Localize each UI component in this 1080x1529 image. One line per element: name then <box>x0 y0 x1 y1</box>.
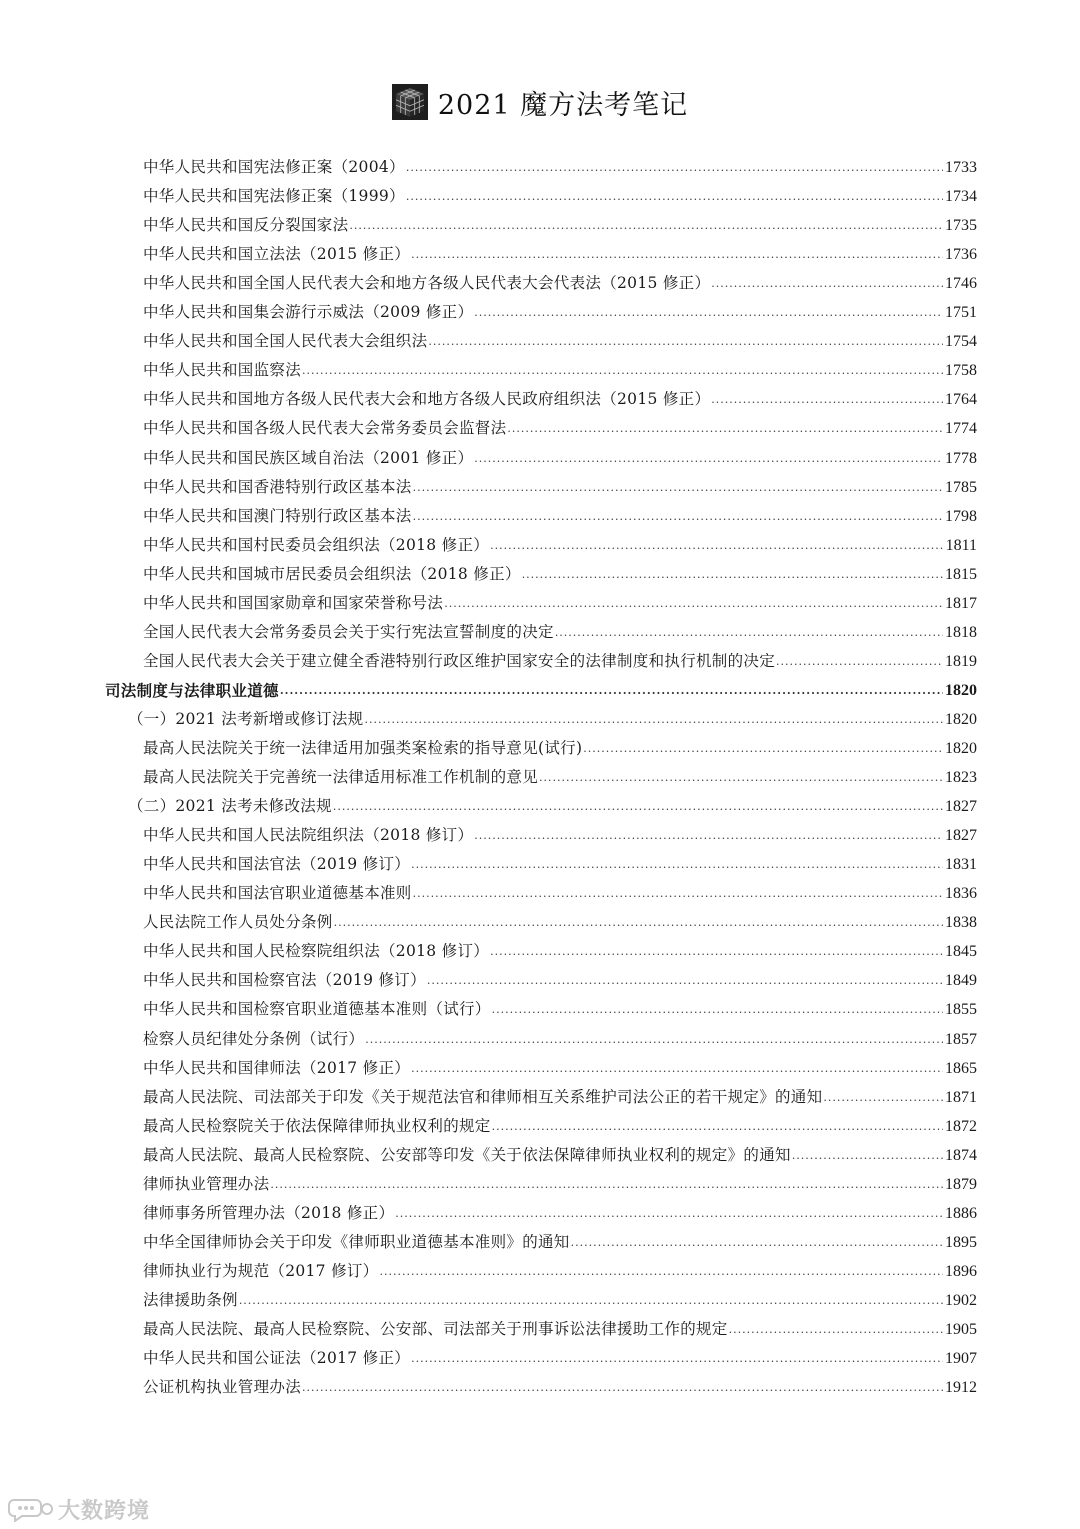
toc-dot-leader <box>728 1315 943 1344</box>
toc-entry[interactable] <box>143 298 977 327</box>
toc-dot-leader <box>710 269 943 298</box>
toc-entry-title: 中华全国律师协会关于印发《律师职业道德基本准则》的通知 <box>143 1232 570 1251</box>
toc-entry-title: 中华人民共和国民族区域自治法（2001 修正） <box>143 448 474 467</box>
toc-entry[interactable] <box>143 531 977 560</box>
toc-entry-title: 中华人民共和国宪法修正案（2004） <box>143 158 405 176</box>
toc-entry-title: 中华人民共和国法官职业道德基本准则 <box>143 884 412 903</box>
toc-entry-title: 公证机构执业管理办法 <box>143 1378 302 1397</box>
toc-dot-leader <box>405 153 943 182</box>
toc-entry-page-number: 1836 <box>945 885 977 903</box>
toc-dot-leader <box>410 1054 943 1083</box>
toc-entry-page-number: 1764 <box>945 391 977 409</box>
toc-entry-title: 最高人民法院、最高人民检察院、公安部等印发《关于依法保障律师执业权利的规定》的通知 <box>143 1145 791 1164</box>
toc-dot-leader <box>348 211 943 240</box>
toc-entry-title: 中华人民共和国监察法 <box>143 361 302 380</box>
toc-entry-page-number: 1845 <box>945 943 977 961</box>
toc-entry[interactable] <box>143 1054 977 1083</box>
toc-entry-page-number: 1820 <box>945 710 977 728</box>
rubiks-cube-logo-icon <box>392 84 428 120</box>
toc-entry-page-number: 1735 <box>945 217 977 235</box>
toc-dot-leader <box>521 560 943 589</box>
toc-entry-page-number: 1895 <box>945 1233 977 1251</box>
toc-entry[interactable] <box>143 385 977 414</box>
toc-entry[interactable] <box>143 589 977 618</box>
toc-entry-page-number: 1874 <box>945 1146 977 1164</box>
toc-entry-page-number: 1798 <box>945 507 977 525</box>
toc-entry-page-number: 1855 <box>945 1001 977 1019</box>
toc-entry[interactable] <box>143 211 977 240</box>
toc-dot-leader <box>412 502 943 531</box>
toc-entry[interactable] <box>143 1373 977 1402</box>
toc-dot-leader <box>427 327 943 356</box>
toc-entry[interactable] <box>143 763 977 792</box>
toc-dot-leader <box>410 850 943 879</box>
toc-entry-page-number: 1820 <box>945 681 977 699</box>
toc-dot-leader <box>332 792 943 821</box>
toc-entry[interactable] <box>143 1286 977 1315</box>
toc-entry-title: 律师事务所管理办法（2018 修正） <box>143 1203 395 1222</box>
toc-entry[interactable] <box>143 937 977 966</box>
toc-entry-title: 中华人民共和国人民检察院组织法（2018 修订） <box>143 942 490 961</box>
toc-entry[interactable] <box>143 821 977 850</box>
toc-entry-page-number: 1754 <box>945 333 977 351</box>
toc-entry-title: 人民法院工作人员处分条例 <box>143 913 333 932</box>
toc-entry[interactable] <box>143 647 977 676</box>
toc-entry[interactable] <box>143 1199 977 1228</box>
toc-dot-leader <box>489 937 943 966</box>
toc-entry-page-number: 1818 <box>945 623 977 641</box>
toc-entry[interactable] <box>143 560 977 589</box>
toc-entry-page-number: 1912 <box>945 1379 977 1397</box>
toc-entry[interactable] <box>143 502 977 531</box>
toc-dot-leader <box>554 618 943 647</box>
toc-entry-page-number: 1817 <box>945 594 977 612</box>
toc-entry-page-number: 1734 <box>945 188 977 206</box>
toc-entry[interactable] <box>128 705 977 734</box>
toc-entry[interactable] <box>143 1228 977 1257</box>
toc-entry-title: 律师执业管理办法 <box>143 1174 270 1193</box>
toc-entry-title: 中华人民共和国人民法院组织法（2018 修订） <box>143 826 474 845</box>
toc-entry[interactable] <box>143 327 977 356</box>
toc-dot-leader <box>363 705 943 734</box>
toc-dot-leader <box>269 1170 943 1199</box>
toc-entry[interactable] <box>143 995 977 1024</box>
toc-dot-leader <box>301 1373 943 1402</box>
toc-dot-leader <box>473 821 943 850</box>
toc-entry-page-number: 1815 <box>945 565 977 583</box>
toc-entry-page-number: 1857 <box>945 1030 977 1048</box>
toc-dot-leader <box>279 676 943 705</box>
toc-entry-page-number: 1886 <box>945 1204 977 1222</box>
toc-entry-page-number: 1849 <box>945 972 977 990</box>
toc-entry-page-number: 1733 <box>945 159 977 176</box>
toc-entry-title: 中华人民共和国检察官法（2019 修订） <box>143 971 426 990</box>
toc-entry-page-number: 1827 <box>945 798 977 816</box>
toc-entry-page-number: 1736 <box>945 246 977 264</box>
toc-entry-page-number: 1896 <box>945 1262 977 1280</box>
toc-entry[interactable] <box>143 1170 977 1199</box>
toc-entry[interactable] <box>105 676 977 705</box>
toc-entry[interactable] <box>143 734 977 763</box>
toc-dot-leader <box>301 356 943 385</box>
toc-entry[interactable] <box>143 269 977 298</box>
toc-entry-title: 检察人员纪律处分条例（试行） <box>143 1029 365 1048</box>
toc-entry-page-number: 1865 <box>945 1059 977 1077</box>
toc-entry[interactable] <box>143 240 977 269</box>
toc-dot-leader <box>473 444 943 473</box>
toc-entry-title: 中华人民共和国公证法（2017 修正） <box>143 1349 411 1368</box>
toc-entry-page-number: 1823 <box>945 769 977 787</box>
toc-entry[interactable] <box>143 966 977 995</box>
toc-entry-title: 中华人民共和国集会游行示威法（2009 修正） <box>143 303 474 322</box>
toc-dot-leader <box>238 1286 943 1315</box>
toc-entry-page-number: 1751 <box>945 304 977 322</box>
toc-entry[interactable] <box>143 1315 977 1344</box>
toc-entry-page-number: 1907 <box>945 1350 977 1368</box>
toc-entry-title: 最高人民法院关于统一法律适用加强类案检索的指导意见(试行) <box>143 739 583 757</box>
toc-entry[interactable] <box>143 182 977 211</box>
toc-entry[interactable] <box>128 792 977 821</box>
toc-entry-title: 中华人民共和国全国人民代表大会组织法 <box>143 332 428 351</box>
toc-entry-page-number: 1879 <box>945 1175 977 1193</box>
toc-entry-title: 中华人民共和国反分裂国家法 <box>143 216 349 235</box>
toc-entry[interactable] <box>143 1344 977 1373</box>
toc-entry-page-number: 1871 <box>945 1088 977 1106</box>
toc-entry[interactable] <box>143 444 977 473</box>
toc-entry-title: 中华人民共和国全国人民代表大会和地方各级人民代表大会代表法（2015 修正） <box>143 274 711 293</box>
toc-entry-title: （二）2021 法考未修改法规 <box>128 797 332 816</box>
toc-entry[interactable] <box>143 850 977 879</box>
toc-entry-page-number: 1774 <box>945 420 977 438</box>
toc-entry-title: 中华人民共和国香港特别行政区基本法 <box>143 477 412 496</box>
toc-entry-title: 中华人民共和国地方各级人民代表大会和地方各级人民政府组织法（2015 修正） <box>143 390 711 409</box>
toc-entry-title: 法律援助条例 <box>143 1290 238 1309</box>
toc-entry-title: 中华人民共和国宪法修正案（1999） <box>143 187 405 206</box>
toc-entry-page-number: 1819 <box>945 652 977 670</box>
toc-entry[interactable] <box>143 1025 977 1054</box>
toc-dot-leader <box>443 589 943 618</box>
toc-dot-leader <box>491 1112 943 1141</box>
toc-dot-leader <box>582 734 943 763</box>
toc-entry-title: 最高人民法院、司法部关于印发《关于规范法官和律师相互关系维护司法公正的若干规定》的通知 <box>143 1087 823 1106</box>
toc-dot-leader <box>473 298 943 327</box>
toc-entry-page-number: 1811 <box>945 536 977 554</box>
toc-entry-title: 中华人民共和国城市居民委员会组织法（2018 修正） <box>143 564 521 583</box>
toc-dot-leader <box>412 879 943 908</box>
toc-dot-leader <box>410 240 943 269</box>
document-title: 2021 魔方法考笔记 <box>437 89 689 121</box>
toc-dot-leader <box>410 1344 943 1373</box>
toc-entry[interactable] <box>143 1083 977 1112</box>
toc-entry-page-number: 1827 <box>945 827 977 845</box>
toc-entry-page-number: 1831 <box>945 856 977 874</box>
toc-entry-page-number: 1785 <box>945 478 977 496</box>
toc-dot-leader <box>405 182 943 211</box>
toc-dot-leader <box>775 647 943 676</box>
toc-entry-page-number: 1872 <box>945 1117 977 1135</box>
watermark <box>8 1494 150 1524</box>
toc-entry[interactable] <box>143 356 977 385</box>
toc-entry-title: 全国人民代表大会关于建立健全香港特别行政区维护国家安全的法律制度和执行机制的决定 <box>143 651 776 670</box>
toc-entry-title: 最高人民法院、最高人民检察院、公安部、司法部关于刑事诉讼法律援助工作的规定 <box>143 1320 728 1338</box>
toc-dot-leader <box>491 995 943 1024</box>
toc-dot-leader <box>506 414 943 443</box>
toc-entry-page-number: 1820 <box>945 740 977 757</box>
toc-dot-leader <box>364 1025 943 1054</box>
toc-entry-page-number: 1905 <box>945 1321 977 1338</box>
toc-dot-leader <box>394 1199 943 1228</box>
toc-entry-title: 中华人民共和国法官法（2019 修订） <box>143 855 411 874</box>
toc-entry[interactable] <box>143 153 977 182</box>
toc-entry[interactable] <box>143 473 977 502</box>
page-header <box>0 82 1080 122</box>
toc-entry-title: 最高人民法院关于完善统一法律适用标准工作机制的意见 <box>143 768 539 787</box>
toc-entry-title: 最高人民检察院关于依法保障律师执业权利的规定 <box>143 1116 491 1135</box>
toc-entry[interactable] <box>143 908 977 937</box>
watermark-text: 大数跨境 <box>58 1498 151 1524</box>
toc-dot-leader <box>538 763 943 792</box>
toc-entry-title: 中华人民共和国立法法（2015 修正） <box>143 245 411 264</box>
toc-entry-page-number: 1758 <box>945 362 977 380</box>
toc-entry-title: 中华人民共和国律师法（2017 修正） <box>143 1058 411 1077</box>
toc-entry[interactable] <box>143 1257 977 1286</box>
toc-entry-page-number: 1778 <box>945 449 977 467</box>
toc-entry[interactable] <box>143 1112 977 1141</box>
toc-entry-title: 中华人民共和国村民委员会组织法（2018 修正） <box>143 535 490 554</box>
toc-entry-title: 司法制度与法律职业道德 <box>105 680 279 700</box>
toc-entry-title: 中华人民共和国检察官职业道德基本准则（试行） <box>143 1000 491 1019</box>
toc-dot-leader <box>791 1141 943 1170</box>
toc-entry-page-number: 1838 <box>945 914 977 932</box>
toc-dot-leader <box>378 1257 943 1286</box>
toc-entry-page-number: 1746 <box>945 275 977 293</box>
chat-bubble-icon <box>8 1496 54 1522</box>
toc-dot-leader <box>710 385 943 414</box>
toc-entry-title: 中华人民共和国澳门特别行政区基本法 <box>143 506 412 525</box>
toc-entry-title: 中华人民共和国各级人民代表大会常务委员会监督法 <box>143 419 507 438</box>
toc-entry-page-number: 1902 <box>945 1291 977 1309</box>
toc-entry-title: （一）2021 法考新增或修订法规 <box>128 709 364 728</box>
toc-dot-leader <box>489 531 944 560</box>
toc-entry-title: 律师执业行为规范（2017 修订） <box>143 1261 379 1280</box>
toc-entry-title: 中华人民共和国国家勋章和国家荣誉称号法 <box>143 593 444 612</box>
toc-dot-leader <box>333 908 943 937</box>
toc-dot-leader <box>570 1228 943 1257</box>
toc-entry[interactable] <box>143 879 977 908</box>
toc-dot-leader <box>412 473 943 502</box>
toc-entry[interactable] <box>143 414 977 443</box>
toc-entry[interactable] <box>143 618 977 647</box>
toc-entry-title: 全国人民代表大会常务委员会关于实行宪法宣誓制度的决定 <box>143 622 554 641</box>
toc-dot-leader <box>426 966 943 995</box>
toc-entry[interactable] <box>143 1141 977 1170</box>
toc-dot-leader <box>822 1083 943 1112</box>
